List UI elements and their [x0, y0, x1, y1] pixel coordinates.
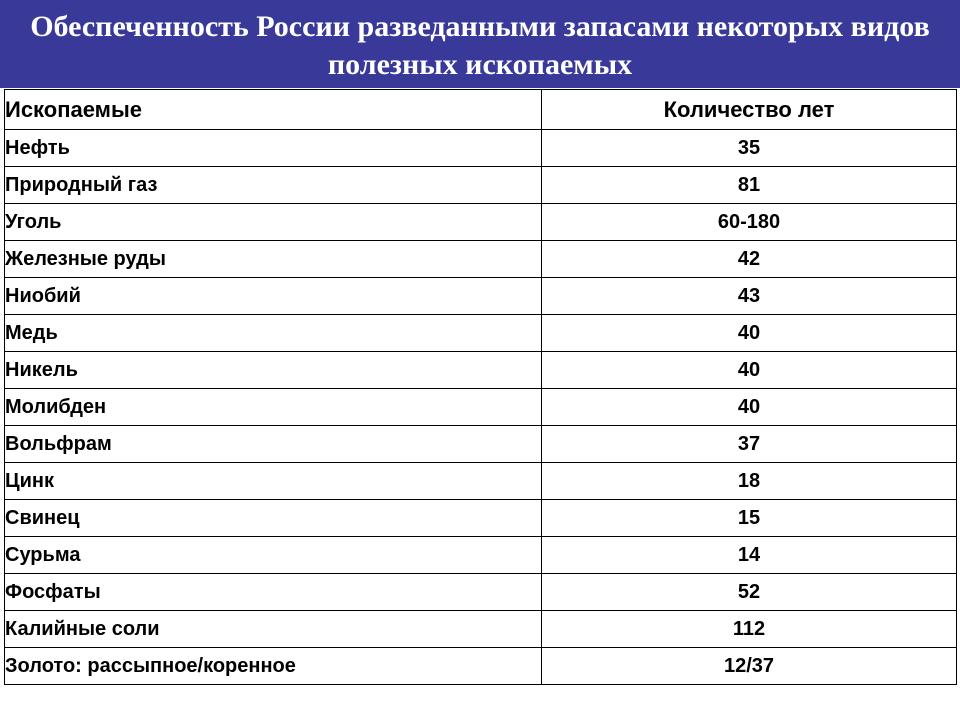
mineral-name: Нефть [5, 130, 542, 167]
table-row [5, 278, 957, 315]
mineral-years: 15 [542, 500, 957, 537]
mineral-years: 40 [542, 352, 957, 389]
table-row [5, 130, 957, 167]
mineral-years: 37 [542, 426, 957, 463]
table-row [5, 241, 957, 278]
mineral-name: Железные руды [5, 241, 542, 278]
table-row [5, 204, 957, 241]
mineral-name: Цинк [5, 463, 542, 500]
mineral-name: Калийные соли [5, 611, 542, 648]
header-minerals: Ископаемые [5, 90, 542, 130]
mineral-years: 12/37 [542, 648, 957, 685]
mineral-name: Золото: рассыпное/коренное [5, 648, 542, 685]
header-years: Количество лет [542, 90, 957, 130]
mineral-name: Свинец [5, 500, 542, 537]
table-row [5, 537, 957, 574]
table-row [5, 315, 957, 352]
table-row [5, 389, 957, 426]
table-row [5, 611, 957, 648]
mineral-name: Молибден [5, 389, 542, 426]
table-header-row [5, 90, 957, 130]
slide-title: Обеспеченность России разведанными запасами некоторых видов полезных ископаемых [30, 10, 930, 81]
mineral-name: Сурьма [5, 537, 542, 574]
title-bar [0, 0, 960, 88]
mineral-years: 35 [542, 130, 957, 167]
mineral-name: Никель [5, 352, 542, 389]
mineral-years: 43 [542, 278, 957, 315]
table-row [5, 574, 957, 611]
table-row [5, 167, 957, 204]
mineral-years: 112 [542, 611, 957, 648]
mineral-years: 42 [542, 241, 957, 278]
mineral-years: 18 [542, 463, 957, 500]
mineral-name: Вольфрам [5, 426, 542, 463]
table-row [5, 648, 957, 685]
mineral-years: 60-180 [542, 204, 957, 241]
table-row [5, 463, 957, 500]
mineral-years: 14 [542, 537, 957, 574]
mineral-name: Уголь [5, 204, 542, 241]
mineral-years: 81 [542, 167, 957, 204]
table-row [5, 500, 957, 537]
table-row [5, 426, 957, 463]
mineral-years: 40 [542, 315, 957, 352]
mineral-years: 40 [542, 389, 957, 426]
mineral-name: Медь [5, 315, 542, 352]
mineral-name: Природный газ [5, 167, 542, 204]
mineral-years: 52 [542, 574, 957, 611]
table-row [5, 352, 957, 389]
mineral-name: Ниобий [5, 278, 542, 315]
minerals-table [4, 89, 957, 685]
mineral-name: Фосфаты [5, 574, 542, 611]
